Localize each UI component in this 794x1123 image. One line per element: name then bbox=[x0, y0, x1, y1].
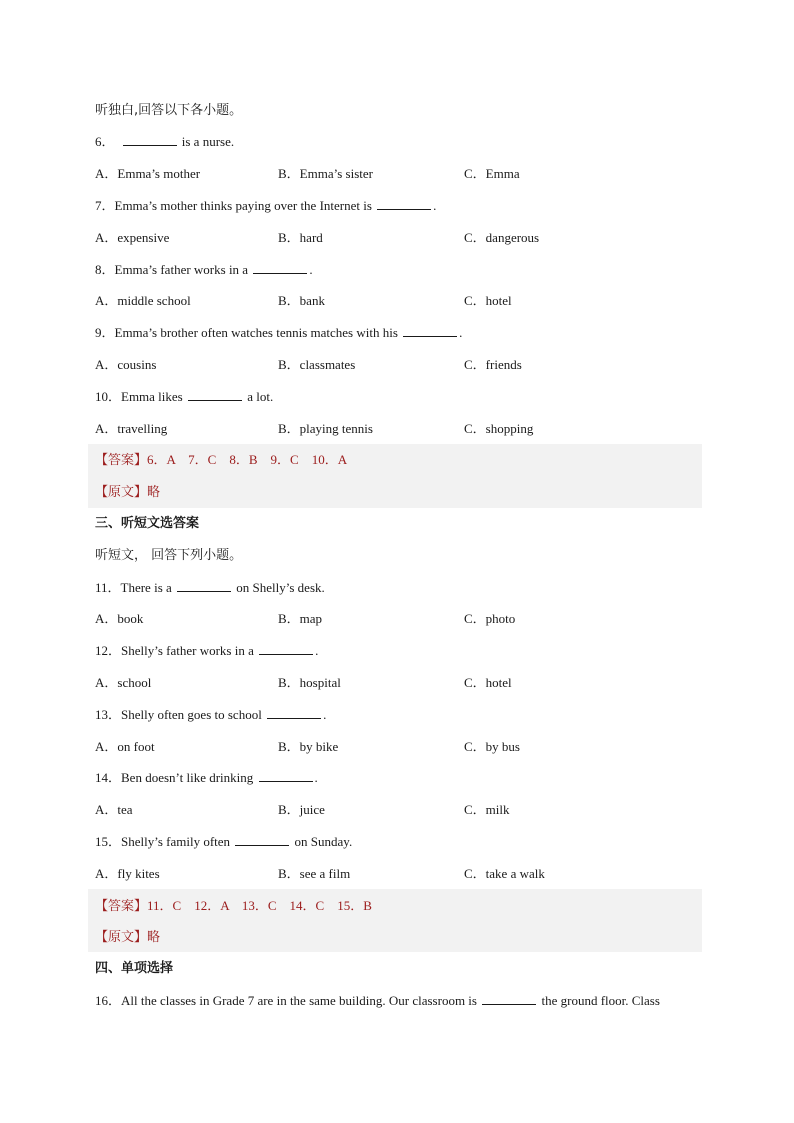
answer-blank bbox=[235, 832, 289, 846]
question-text: 14．Ben doesn’t like drinking bbox=[95, 770, 254, 785]
original-row bbox=[95, 927, 160, 947]
answer-tag: 【答案】 bbox=[95, 899, 148, 914]
section-intro: 听独白,回答以下各小题。 bbox=[95, 103, 243, 118]
question-text: 13．Shelly often goes to school bbox=[95, 707, 262, 722]
answer-blank bbox=[123, 132, 177, 146]
question-text-end: . bbox=[433, 198, 437, 213]
option-b: B．map bbox=[278, 611, 323, 626]
question-text: 10．Emma likes bbox=[95, 389, 183, 404]
question-text-end: on Sunday. bbox=[294, 834, 353, 849]
question-text: 16．All the classes in Grade 7 are in the same building. Our classroom is bbox=[95, 993, 477, 1008]
answer-blank bbox=[259, 768, 313, 782]
question-text: 8．Emma’s father works in a bbox=[95, 262, 249, 277]
original-tag: 【原文】 bbox=[95, 485, 148, 500]
option-c: C．hotel bbox=[464, 675, 512, 690]
option-a: A．school bbox=[95, 675, 152, 690]
option-c: C．photo bbox=[464, 611, 516, 626]
answer-blank bbox=[253, 260, 307, 274]
question-10 bbox=[95, 387, 273, 407]
answer-blank bbox=[377, 196, 431, 210]
answer-row bbox=[95, 450, 347, 470]
option-b: B．Emma’s sister bbox=[278, 166, 373, 181]
option-c: C．shopping bbox=[464, 421, 534, 436]
option-c: C．Emma bbox=[464, 166, 520, 181]
option-c: C．milk bbox=[464, 802, 510, 817]
question-text: is a nurse. bbox=[181, 134, 235, 149]
question-15 bbox=[95, 832, 352, 852]
question-16 bbox=[95, 991, 660, 1011]
answer-values: 11．C 12．A 13．C 14．C 15．B bbox=[147, 898, 372, 913]
original-value: 略 bbox=[147, 930, 161, 945]
question-text-end: on Shelly’s desk. bbox=[236, 580, 325, 595]
option-a: A．on foot bbox=[95, 739, 155, 754]
question-text-end: a lot. bbox=[247, 389, 274, 404]
option-c: C．take a walk bbox=[464, 866, 545, 881]
original-row bbox=[95, 482, 160, 502]
option-a: A．travelling bbox=[95, 421, 168, 436]
option-a: A．Emma’s mother bbox=[95, 166, 201, 181]
question-text-end: . bbox=[323, 707, 327, 722]
option-c: C．dangerous bbox=[464, 230, 540, 245]
question-text: 11．There is a bbox=[95, 580, 172, 595]
question-text-end: the ground floor. Class bbox=[541, 993, 660, 1008]
option-a: A．tea bbox=[95, 802, 133, 817]
option-b: B．hard bbox=[278, 230, 323, 245]
question-number: 6． bbox=[95, 134, 115, 149]
section-intro: 听短文， 回答下列小题。 bbox=[95, 548, 243, 563]
question-14 bbox=[95, 768, 318, 788]
answer-blank bbox=[267, 705, 321, 719]
question-text: 15．Shelly’s family often bbox=[95, 834, 231, 849]
option-a: A．middle school bbox=[95, 293, 191, 308]
option-a: A．book bbox=[95, 611, 144, 626]
answer-blank bbox=[259, 641, 313, 655]
question-text-end: . bbox=[314, 770, 318, 785]
section-title: 三、听短文选答案 bbox=[95, 516, 200, 531]
question-11 bbox=[95, 578, 325, 598]
question-9 bbox=[95, 323, 462, 343]
option-c: C．by bus bbox=[464, 739, 520, 754]
question-text-end: . bbox=[459, 325, 463, 340]
option-a: A．cousins bbox=[95, 357, 157, 372]
question-text: 12．Shelly’s father works in a bbox=[95, 643, 254, 658]
section-title: 四、单项选择 bbox=[95, 961, 174, 976]
question-12 bbox=[95, 641, 318, 661]
original-tag: 【原文】 bbox=[95, 930, 148, 945]
answer-blank bbox=[403, 323, 457, 337]
question-13 bbox=[95, 705, 326, 725]
answer-blank bbox=[177, 578, 231, 592]
original-value: 略 bbox=[147, 485, 161, 500]
answer-tag: 【答案】 bbox=[95, 453, 148, 468]
question-8 bbox=[95, 260, 313, 280]
option-c: C．hotel bbox=[464, 293, 512, 308]
answer-blank bbox=[482, 991, 536, 1005]
option-c: C．friends bbox=[464, 357, 522, 372]
option-b: B．see a film bbox=[278, 866, 351, 881]
option-a: A．expensive bbox=[95, 230, 170, 245]
answer-row bbox=[95, 896, 372, 916]
option-a: A．fly kites bbox=[95, 866, 160, 881]
question-text-end: . bbox=[309, 262, 313, 277]
option-b: B．classmates bbox=[278, 357, 356, 372]
question-text-end: . bbox=[315, 643, 319, 658]
option-b: B．playing tennis bbox=[278, 421, 373, 436]
option-b: B．hospital bbox=[278, 675, 341, 690]
answer-blank bbox=[188, 387, 242, 401]
option-b: B．by bike bbox=[278, 739, 339, 754]
question-6 bbox=[95, 132, 234, 152]
question-text: 9．Emma’s brother often watches tennis matches with his bbox=[95, 325, 398, 340]
option-b: B．bank bbox=[278, 293, 325, 308]
question-7 bbox=[95, 196, 436, 216]
option-b: B．juice bbox=[278, 802, 325, 817]
question-text: 7．Emma’s mother thinks paying over the Internet is bbox=[95, 198, 372, 213]
answer-values: 6．A 7．C 8．B 9．C 10．A bbox=[147, 452, 348, 467]
